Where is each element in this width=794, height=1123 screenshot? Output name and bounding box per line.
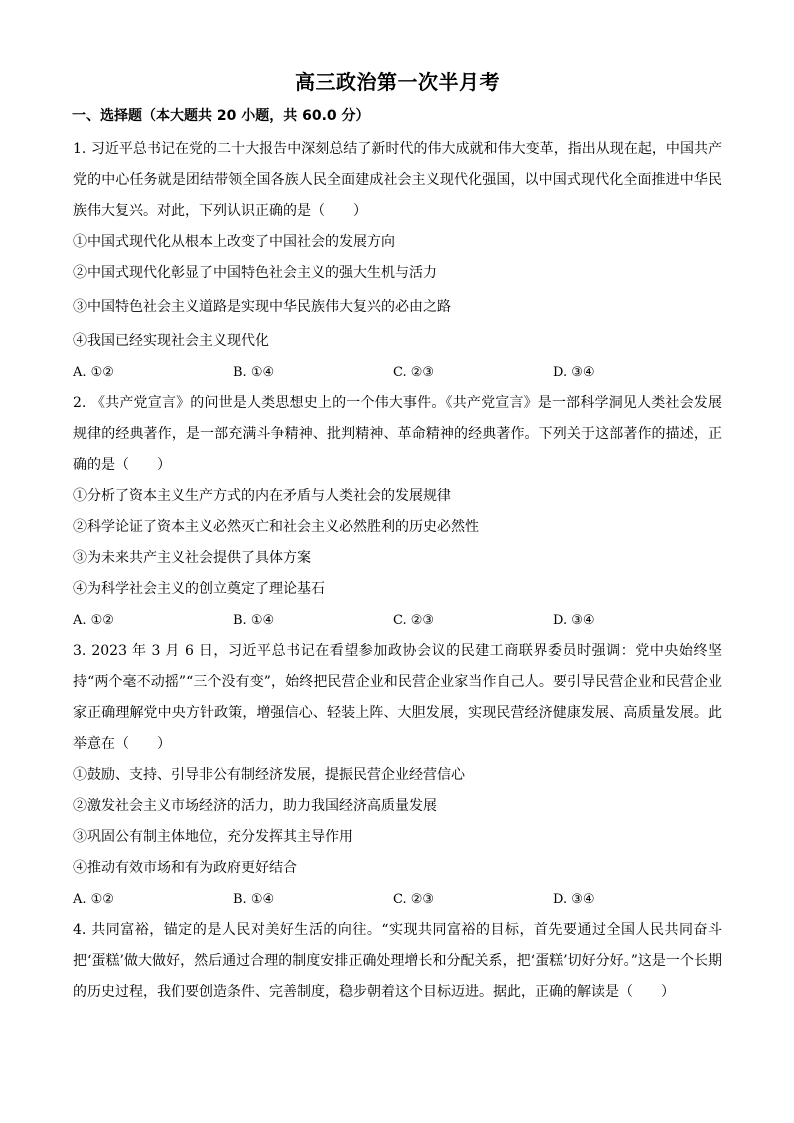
choice-b: B. ①④ — [233, 365, 275, 380]
question-stem: 4. 共同富裕，锚定的是人民对美好生活的向往。“实现共同富裕的目标，首先要通过全国人民共同奋斗把‘蛋糕’做大做好，然后通过合理的制度安排正确处理增长和分配关系，把‘蛋糕’切好分好。”这是一个长期的历史过程，我们要创造条件、完善制度，稳步朝着这个目标迈进。据此，正确的解读是（ ） — [73, 922, 722, 1000]
statement-option: ④推动有效市场和有为政府更好结合 — [73, 860, 297, 876]
statement-option: ②科学论证了资本主义必然灭亡和社会主义必然胜利的历史必然性 — [73, 519, 479, 535]
statement-option: ③中国特色社会主义道路是实现中华民族伟大复兴的必由之路 — [73, 299, 451, 315]
choice-a: A. ①② — [73, 365, 114, 380]
question-3 — [73, 636, 722, 915]
question-1 — [73, 134, 722, 388]
choice-c: C. ②③ — [393, 892, 435, 907]
choice-a: A. ①② — [73, 892, 114, 907]
statement-option: ①中国式现代化从根本上改变了中国社会的发展方向 — [73, 234, 395, 250]
choice-d: D. ③④ — [553, 892, 595, 907]
statement-option: ②激发社会主义市场经济的活力，助力我国经济高质量发展 — [73, 798, 437, 814]
statement-option: ①分析了资本主义生产方式的内在矛盾与人类社会的发展规律 — [73, 488, 451, 504]
choice-c: C. ②③ — [393, 613, 435, 628]
statement-option: ①鼓励、支持、引导非公有制经济发展，提振民营企业经营信心 — [73, 767, 465, 783]
choice-d: D. ③④ — [553, 365, 595, 380]
choice-b: B. ①④ — [233, 892, 275, 907]
answer-choices — [73, 605, 722, 636]
question-stem: 3. 2023 年 3 月 6 日，习近平总书记在看望参加政协会议的民建工商联界委员时强调：党中央始终坚持“两个毫不动摇”“三个没有变”，始终把民营企业和民营企业家当作自己人。要引导民营企业和民营企业家正确理解党中央方针政策，增强信心、轻装上阵、大胆发展，实现民营经济健康发展、高质量发展。此举意在（ ） — [73, 643, 722, 752]
answer-choices — [73, 357, 722, 388]
statement-option: ④我国已经实现社会主义现代化 — [73, 333, 269, 349]
answer-choices — [73, 884, 722, 915]
question-stem: 1. 习近平总书记在党的二十大报告中深刻总结了新时代的伟大成就和伟大变革，指出从现在起，中国共产党的中心任务就是团结带领全国各族人民全面建成社会主义现代化强国，以中国式现代化全面推进中华民族伟大复兴。对此，下列认识正确的是（ ） — [73, 141, 722, 219]
page-title: 高三政治第一次半月考 — [295, 70, 500, 94]
choice-a: A. ①② — [73, 613, 114, 628]
statement-option: ③巩固公有制主体地位，充分发挥其主导作用 — [73, 829, 353, 845]
section-heading: 一、选择题（本大题共 20 小题，共 60.0 分） — [72, 108, 370, 124]
statement-option: ②中国式现代化彰显了中国特色社会主义的强大生机与活力 — [73, 265, 437, 281]
choice-c: C. ②③ — [393, 365, 435, 380]
choice-d: D. ③④ — [553, 613, 595, 628]
choice-b: B. ①④ — [233, 613, 275, 628]
question-4 — [73, 915, 722, 1008]
statement-option: ③为未来共产主义社会提供了具体方案 — [73, 550, 311, 566]
question-stem: 2. 《共产党宣言》的问世是人类思想史上的一个伟大事件。《共产党宣言》是一部科学洞见人类社会发展规律的经典著作，是一部充满斗争精神、批判精神、革命精神的经典著作。下列关于这部著作的描述，正确的是（ ） — [73, 395, 722, 473]
statement-option: ④为科学社会主义的创立奠定了理论基石 — [73, 581, 325, 597]
question-2 — [73, 388, 722, 636]
